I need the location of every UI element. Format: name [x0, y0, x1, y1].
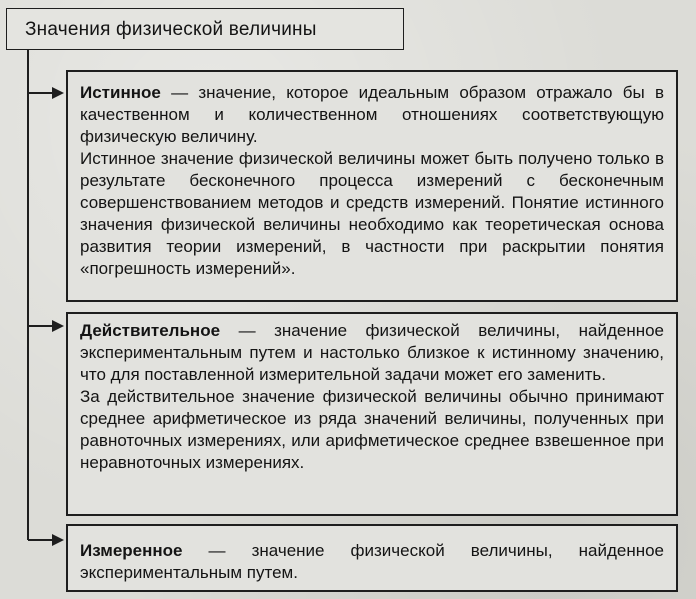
diagram-title: Значения физической величины: [25, 19, 317, 40]
definition-box-true-content: [68, 72, 676, 300]
definition-box-actual: [66, 312, 678, 516]
definition-box-true: [66, 70, 678, 302]
arrow-icon-1: [52, 87, 64, 99]
definition-box-measured: [66, 524, 678, 592]
definition-actual: — значение физической величины, найденное экспериментальным путем и настолько близкое к истинному значению, что для поставленной измерительной задачи может его заменить.: [80, 321, 664, 384]
term-actual: Действительное: [80, 321, 221, 340]
title-box: [6, 8, 404, 50]
definition-paragraph-actual: [80, 320, 664, 386]
definition-paragraph-measured: [80, 540, 664, 584]
term-measured: Измеренное: [80, 541, 183, 560]
definition-box-measured-content: [68, 526, 676, 590]
definition-paragraph-true: [80, 82, 664, 148]
note-true: Истинное значение физической величины может быть получено только в результате бесконечного процесса измерений с бесконечным совершенствованием методов и средств измерений. Понятие истинного значения физической величины необходимо как теоретическая основа развития теории измерений, в частности при раскрытии понятия «погрешность измерений».: [80, 149, 664, 278]
arrow-icon-2: [52, 320, 64, 332]
definition-box-actual-content: [68, 314, 676, 514]
definition-true: — значение, которое идеальным образом отражало бы в качественном и количественном отношениях соответствующую физическую величину.: [80, 83, 664, 146]
note-actual: За действительное значение физической величины обычно принимают среднее арифметическое из ряда значений величины, полученных при равноточных измерениях, или арифметическое среднее взвешенное при неравноточных измерениях.: [80, 387, 664, 472]
definition-measured: — значение физической величины, найденное экспериментальным путем.: [80, 541, 664, 582]
term-true: Истинное: [80, 83, 161, 102]
arrow-icon-3: [52, 534, 64, 546]
